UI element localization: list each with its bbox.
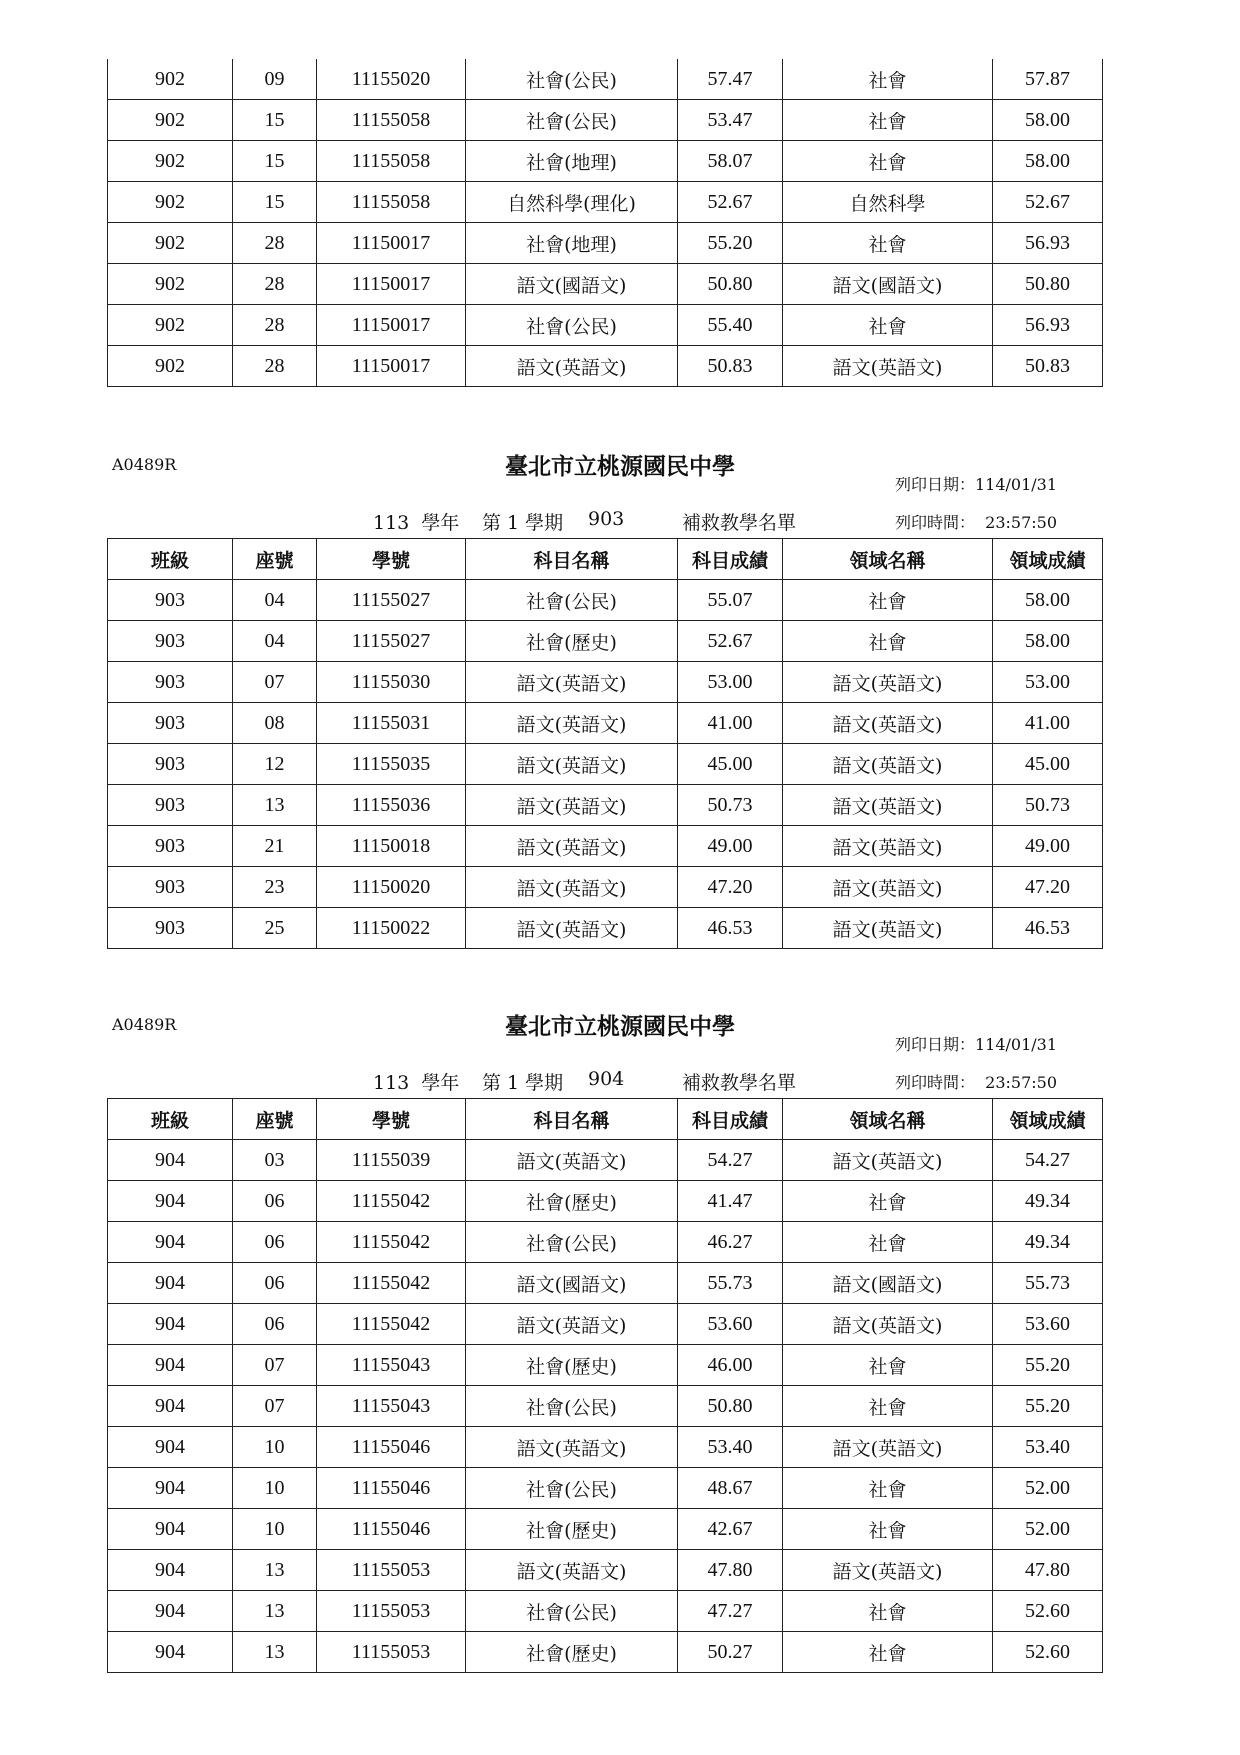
cell-student-id: 11150018 xyxy=(317,826,466,867)
cell-student-id: 11155042 xyxy=(317,1263,466,1304)
cell-domain: 社會 xyxy=(783,1468,993,1509)
cell-domain: 語文(英語文) xyxy=(783,867,993,908)
cell-subject-score: 45.00 xyxy=(678,744,783,785)
cell-domain: 社會 xyxy=(783,1345,993,1386)
cell-student-id: 11155027 xyxy=(317,621,466,662)
cell-subject: 自然科學(理化) xyxy=(466,182,678,223)
cell-domain: 社會 xyxy=(783,1222,993,1263)
cell-student-id: 11155042 xyxy=(317,1181,466,1222)
cell-subject: 社會(歷史) xyxy=(466,1181,678,1222)
cell-subject-score: 55.20 xyxy=(678,223,783,264)
cell-subject: 語文(英語文) xyxy=(466,785,678,826)
cell-domain-score: 52.60 xyxy=(993,1632,1103,1673)
cell-seat: 07 xyxy=(233,1386,317,1427)
cell-domain: 社會 xyxy=(783,141,993,182)
cell-student-id: 11155053 xyxy=(317,1550,466,1591)
cell-student-id: 11150017 xyxy=(317,264,466,305)
header-domain-score: 領域成績 xyxy=(993,539,1103,580)
cell-domain: 語文(英語文) xyxy=(783,908,993,949)
cell-subject: 社會(歷史) xyxy=(466,1632,678,1673)
table-row xyxy=(108,1263,1103,1304)
cell-subject: 社會(公民) xyxy=(466,1222,678,1263)
cell-class: 904 xyxy=(108,1222,233,1263)
cell-class: 903 xyxy=(108,662,233,703)
cell-domain-score: 58.00 xyxy=(993,141,1103,182)
cell-subject-score: 57.47 xyxy=(678,59,783,100)
cell-subject: 社會(公民) xyxy=(466,305,678,346)
cell-domain: 社會 xyxy=(783,305,993,346)
cell-seat: 21 xyxy=(233,826,317,867)
roster-table-904-body xyxy=(108,1140,1103,1673)
cell-domain: 語文(國語文) xyxy=(783,1263,993,1304)
cell-class: 904 xyxy=(108,1386,233,1427)
cell-seat: 06 xyxy=(233,1304,317,1345)
cell-subject-score: 50.80 xyxy=(678,1386,783,1427)
list-title: 補救教學名單 xyxy=(682,1072,797,1094)
header-student-id: 學號 xyxy=(317,1099,466,1140)
cell-domain-score: 50.73 xyxy=(993,785,1103,826)
cell-domain-score: 56.93 xyxy=(993,305,1103,346)
cell-subject: 語文(英語文) xyxy=(466,1550,678,1591)
school-name: 臺北市立桃源國民中學 xyxy=(505,454,735,480)
cell-domain: 社會 xyxy=(783,1386,993,1427)
cell-domain-score: 41.00 xyxy=(993,703,1103,744)
table-row xyxy=(108,1591,1103,1632)
cell-subject: 語文(英語文) xyxy=(466,826,678,867)
cell-class: 903 xyxy=(108,908,233,949)
cell-subject-score: 41.47 xyxy=(678,1181,783,1222)
header-subject-score: 科目成績 xyxy=(678,1099,783,1140)
cell-domain-score: 50.80 xyxy=(993,264,1103,305)
cell-seat: 08 xyxy=(233,703,317,744)
cell-seat: 25 xyxy=(233,908,317,949)
cell-class: 904 xyxy=(108,1263,233,1304)
roster-table-903-body xyxy=(108,580,1103,949)
cell-subject: 語文(英語文) xyxy=(466,1304,678,1345)
school-year: 113 學年 xyxy=(373,512,460,534)
cell-subject-score: 47.80 xyxy=(678,1550,783,1591)
cell-subject-score: 58.07 xyxy=(678,141,783,182)
cell-class: 904 xyxy=(108,1632,233,1673)
cell-domain-score: 57.87 xyxy=(993,59,1103,100)
table-row xyxy=(108,1345,1103,1386)
cell-class: 903 xyxy=(108,621,233,662)
roster-table-904 xyxy=(107,1098,1103,1673)
cell-domain-score: 49.34 xyxy=(993,1181,1103,1222)
cell-student-id: 11155058 xyxy=(317,141,466,182)
cell-subject-score: 54.27 xyxy=(678,1140,783,1181)
table-row xyxy=(108,867,1103,908)
cell-domain-score: 52.67 xyxy=(993,182,1103,223)
cell-student-id: 11155036 xyxy=(317,785,466,826)
cell-domain: 語文(英語文) xyxy=(783,1427,993,1468)
cell-subject-score: 47.27 xyxy=(678,1591,783,1632)
cell-student-id: 11150017 xyxy=(317,223,466,264)
cell-student-id: 11155030 xyxy=(317,662,466,703)
cell-subject-score: 53.60 xyxy=(678,1304,783,1345)
table-row xyxy=(108,223,1103,264)
print-date: 列印日期：114/01/31 xyxy=(895,1035,1058,1054)
header-class: 班級 xyxy=(108,539,233,580)
cell-seat: 23 xyxy=(233,867,317,908)
table-row xyxy=(108,346,1103,387)
class-number: 904 xyxy=(588,1068,625,1090)
cell-subject-score: 53.40 xyxy=(678,1427,783,1468)
cell-subject-score: 55.40 xyxy=(678,305,783,346)
cell-domain: 語文(英語文) xyxy=(783,826,993,867)
cell-subject: 語文(英語文) xyxy=(466,1140,678,1181)
cell-subject-score: 55.73 xyxy=(678,1263,783,1304)
cell-student-id: 11155046 xyxy=(317,1468,466,1509)
cell-subject-score: 52.67 xyxy=(678,182,783,223)
cell-subject-score: 50.83 xyxy=(678,346,783,387)
cell-domain-score: 58.00 xyxy=(993,580,1103,621)
report-code: A0489R xyxy=(112,455,177,474)
cell-domain-score: 58.00 xyxy=(993,100,1103,141)
cell-domain-score: 52.60 xyxy=(993,1591,1103,1632)
cell-seat: 13 xyxy=(233,1550,317,1591)
cell-class: 904 xyxy=(108,1550,233,1591)
cell-domain-score: 53.40 xyxy=(993,1427,1103,1468)
cell-domain: 語文(英語文) xyxy=(783,744,993,785)
cell-domain: 語文(英語文) xyxy=(783,703,993,744)
cell-seat: 04 xyxy=(233,580,317,621)
cell-student-id: 11155043 xyxy=(317,1386,466,1427)
table-row xyxy=(108,1509,1103,1550)
cell-domain: 語文(英語文) xyxy=(783,785,993,826)
header-seat: 座號 xyxy=(233,539,317,580)
cell-student-id: 11155053 xyxy=(317,1591,466,1632)
cell-student-id: 11155031 xyxy=(317,703,466,744)
cell-domain: 社會 xyxy=(783,1509,993,1550)
cell-subject: 語文(英語文) xyxy=(466,662,678,703)
cell-domain-score: 58.00 xyxy=(993,621,1103,662)
cell-seat: 10 xyxy=(233,1427,317,1468)
header-domain: 領域名稱 xyxy=(783,1099,993,1140)
cell-class: 904 xyxy=(108,1345,233,1386)
cell-subject: 社會(公民) xyxy=(466,1386,678,1427)
cell-domain-score: 49.34 xyxy=(993,1222,1103,1263)
cell-student-id: 11155035 xyxy=(317,744,466,785)
cell-domain: 語文(英語文) xyxy=(783,346,993,387)
cell-subject-score: 53.00 xyxy=(678,662,783,703)
cell-seat: 07 xyxy=(233,662,317,703)
header-domain-score: 領域成績 xyxy=(993,1099,1103,1140)
cell-domain-score: 52.00 xyxy=(993,1509,1103,1550)
cell-subject: 語文(英語文) xyxy=(466,908,678,949)
table-row xyxy=(108,1140,1103,1181)
cell-domain-score: 52.00 xyxy=(993,1468,1103,1509)
cell-seat: 28 xyxy=(233,305,317,346)
cell-student-id: 11155046 xyxy=(317,1509,466,1550)
cell-student-id: 11155053 xyxy=(317,1632,466,1673)
cell-seat: 13 xyxy=(233,785,317,826)
cell-subject-score: 41.00 xyxy=(678,703,783,744)
cell-seat: 07 xyxy=(233,1345,317,1386)
cell-subject-score: 42.67 xyxy=(678,1509,783,1550)
table-row xyxy=(108,703,1103,744)
table-row xyxy=(108,100,1103,141)
cell-domain: 社會 xyxy=(783,1591,993,1632)
table-row xyxy=(108,141,1103,182)
table-row xyxy=(108,580,1103,621)
cell-seat: 04 xyxy=(233,621,317,662)
cell-domain-score: 53.60 xyxy=(993,1304,1103,1345)
cell-class: 902 xyxy=(108,305,233,346)
table-row xyxy=(108,182,1103,223)
cell-class: 902 xyxy=(108,264,233,305)
cell-class: 904 xyxy=(108,1181,233,1222)
school-name: 臺北市立桃源國民中學 xyxy=(505,1014,735,1040)
cell-domain: 語文(英語文) xyxy=(783,1550,993,1591)
cell-seat: 09 xyxy=(233,59,317,100)
cell-class: 902 xyxy=(108,346,233,387)
cell-class: 903 xyxy=(108,826,233,867)
cell-class: 902 xyxy=(108,59,233,100)
cell-subject-score: 53.47 xyxy=(678,100,783,141)
cell-class: 903 xyxy=(108,785,233,826)
cell-student-id: 11150022 xyxy=(317,908,466,949)
cell-seat: 28 xyxy=(233,264,317,305)
cell-subject: 社會(地理) xyxy=(466,141,678,182)
cell-subject: 社會(公民) xyxy=(466,580,678,621)
cell-subject-score: 50.27 xyxy=(678,1632,783,1673)
cell-subject: 社會(公民) xyxy=(466,59,678,100)
cell-domain-score: 56.93 xyxy=(993,223,1103,264)
cell-student-id: 11155020 xyxy=(317,59,466,100)
cell-seat: 15 xyxy=(233,182,317,223)
cell-class: 902 xyxy=(108,223,233,264)
cell-subject: 社會(歷史) xyxy=(466,621,678,662)
cell-subject-score: 46.27 xyxy=(678,1222,783,1263)
cell-domain-score: 47.80 xyxy=(993,1550,1103,1591)
cell-subject: 語文(國語文) xyxy=(466,1263,678,1304)
cell-subject: 社會(地理) xyxy=(466,223,678,264)
cell-class: 903 xyxy=(108,744,233,785)
roster-table-902-body xyxy=(108,59,1103,387)
cell-seat: 15 xyxy=(233,100,317,141)
table-row xyxy=(108,744,1103,785)
cell-class: 902 xyxy=(108,100,233,141)
cell-subject: 社會(公民) xyxy=(466,100,678,141)
table-row xyxy=(108,1427,1103,1468)
cell-class: 904 xyxy=(108,1304,233,1345)
table-row xyxy=(108,1304,1103,1345)
cell-subject-score: 50.73 xyxy=(678,785,783,826)
cell-subject-score: 47.20 xyxy=(678,867,783,908)
cell-student-id: 11155042 xyxy=(317,1222,466,1263)
cell-domain: 語文(英語文) xyxy=(783,1304,993,1345)
cell-domain-score: 45.00 xyxy=(993,744,1103,785)
header-class: 班級 xyxy=(108,1099,233,1140)
cell-class: 903 xyxy=(108,580,233,621)
cell-domain: 社會 xyxy=(783,1632,993,1673)
cell-domain: 社會 xyxy=(783,223,993,264)
cell-domain-score: 54.27 xyxy=(993,1140,1103,1181)
table-header-row xyxy=(108,539,1103,580)
print-date: 列印日期：114/01/31 xyxy=(895,475,1058,494)
cell-domain: 社會 xyxy=(783,621,993,662)
cell-domain-score: 53.00 xyxy=(993,662,1103,703)
table-row xyxy=(108,1550,1103,1591)
cell-domain-score: 55.20 xyxy=(993,1386,1103,1427)
cell-domain: 語文(英語文) xyxy=(783,1140,993,1181)
table-row xyxy=(108,1181,1103,1222)
cell-seat: 10 xyxy=(233,1509,317,1550)
cell-domain-score: 55.20 xyxy=(993,1345,1103,1386)
cell-domain-score: 46.53 xyxy=(993,908,1103,949)
cell-student-id: 11150017 xyxy=(317,305,466,346)
table-row xyxy=(108,1632,1103,1673)
cell-domain: 社會 xyxy=(783,1181,993,1222)
cell-subject-score: 50.80 xyxy=(678,264,783,305)
semester: 第 1 學期 xyxy=(482,1072,564,1094)
school-year: 113 學年 xyxy=(373,1072,460,1094)
cell-seat: 03 xyxy=(233,1140,317,1181)
table-row xyxy=(108,662,1103,703)
cell-class: 903 xyxy=(108,867,233,908)
cell-subject-score: 52.67 xyxy=(678,621,783,662)
cell-class: 904 xyxy=(108,1468,233,1509)
cell-class: 902 xyxy=(108,141,233,182)
table-row xyxy=(108,305,1103,346)
list-title: 補救教學名單 xyxy=(682,512,797,534)
cell-domain: 社會 xyxy=(783,59,993,100)
report-code: A0489R xyxy=(112,1015,177,1034)
cell-domain: 自然科學 xyxy=(783,182,993,223)
header-subject: 科目名稱 xyxy=(466,539,678,580)
cell-student-id: 11150017 xyxy=(317,346,466,387)
cell-subject-score: 49.00 xyxy=(678,826,783,867)
cell-domain: 語文(國語文) xyxy=(783,264,993,305)
cell-seat: 06 xyxy=(233,1263,317,1304)
cell-subject: 社會(歷史) xyxy=(466,1345,678,1386)
cell-subject-score: 55.07 xyxy=(678,580,783,621)
cell-domain: 社會 xyxy=(783,580,993,621)
cell-domain-score: 55.73 xyxy=(993,1263,1103,1304)
header-student-id: 學號 xyxy=(317,539,466,580)
table-row xyxy=(108,1222,1103,1263)
class-number: 903 xyxy=(588,508,625,530)
cell-class: 903 xyxy=(108,703,233,744)
cell-subject: 語文(英語文) xyxy=(466,867,678,908)
roster-table-902 xyxy=(107,59,1103,387)
table-row xyxy=(108,1468,1103,1509)
cell-seat: 28 xyxy=(233,346,317,387)
header-subject: 科目名稱 xyxy=(466,1099,678,1140)
table-row xyxy=(108,264,1103,305)
cell-student-id: 11155039 xyxy=(317,1140,466,1181)
cell-domain: 語文(英語文) xyxy=(783,662,993,703)
cell-subject: 語文(英語文) xyxy=(466,346,678,387)
cell-class: 904 xyxy=(108,1509,233,1550)
cell-subject: 社會(公民) xyxy=(466,1468,678,1509)
cell-seat: 13 xyxy=(233,1632,317,1673)
cell-domain-score: 47.20 xyxy=(993,867,1103,908)
cell-student-id: 11155046 xyxy=(317,1427,466,1468)
semester: 第 1 學期 xyxy=(482,512,564,534)
cell-subject: 社會(公民) xyxy=(466,1591,678,1632)
cell-subject-score: 48.67 xyxy=(678,1468,783,1509)
header-subject-score: 科目成績 xyxy=(678,539,783,580)
cell-seat: 12 xyxy=(233,744,317,785)
table-row xyxy=(108,908,1103,949)
cell-student-id: 11155027 xyxy=(317,580,466,621)
cell-student-id: 11155058 xyxy=(317,100,466,141)
cell-subject: 語文(英語文) xyxy=(466,1427,678,1468)
cell-seat: 10 xyxy=(233,1468,317,1509)
table-header-row xyxy=(108,1099,1103,1140)
cell-student-id: 11155043 xyxy=(317,1345,466,1386)
table-row xyxy=(108,826,1103,867)
cell-seat: 06 xyxy=(233,1222,317,1263)
cell-class: 902 xyxy=(108,182,233,223)
header-domain: 領域名稱 xyxy=(783,539,993,580)
table-row xyxy=(108,785,1103,826)
print-time: 列印時間： 23:57:50 xyxy=(895,1073,1058,1092)
cell-domain-score: 50.83 xyxy=(993,346,1103,387)
cell-subject-score: 46.53 xyxy=(678,908,783,949)
cell-subject: 語文(英語文) xyxy=(466,703,678,744)
cell-seat: 13 xyxy=(233,1591,317,1632)
roster-table-903 xyxy=(107,538,1103,949)
cell-student-id: 11150020 xyxy=(317,867,466,908)
cell-class: 904 xyxy=(108,1140,233,1181)
cell-class: 904 xyxy=(108,1591,233,1632)
cell-domain: 社會 xyxy=(783,100,993,141)
table-row xyxy=(108,1386,1103,1427)
cell-class: 904 xyxy=(108,1427,233,1468)
header-seat: 座號 xyxy=(233,1099,317,1140)
cell-seat: 28 xyxy=(233,223,317,264)
cell-seat: 15 xyxy=(233,141,317,182)
cell-student-id: 11155042 xyxy=(317,1304,466,1345)
print-time: 列印時間： 23:57:50 xyxy=(895,513,1058,532)
cell-seat: 06 xyxy=(233,1181,317,1222)
table-row xyxy=(108,621,1103,662)
cell-student-id: 11155058 xyxy=(317,182,466,223)
table-row xyxy=(108,59,1103,100)
cell-subject: 語文(國語文) xyxy=(466,264,678,305)
cell-subject-score: 46.00 xyxy=(678,1345,783,1386)
cell-subject: 語文(英語文) xyxy=(466,744,678,785)
cell-subject: 社會(歷史) xyxy=(466,1509,678,1550)
cell-domain-score: 49.00 xyxy=(993,826,1103,867)
